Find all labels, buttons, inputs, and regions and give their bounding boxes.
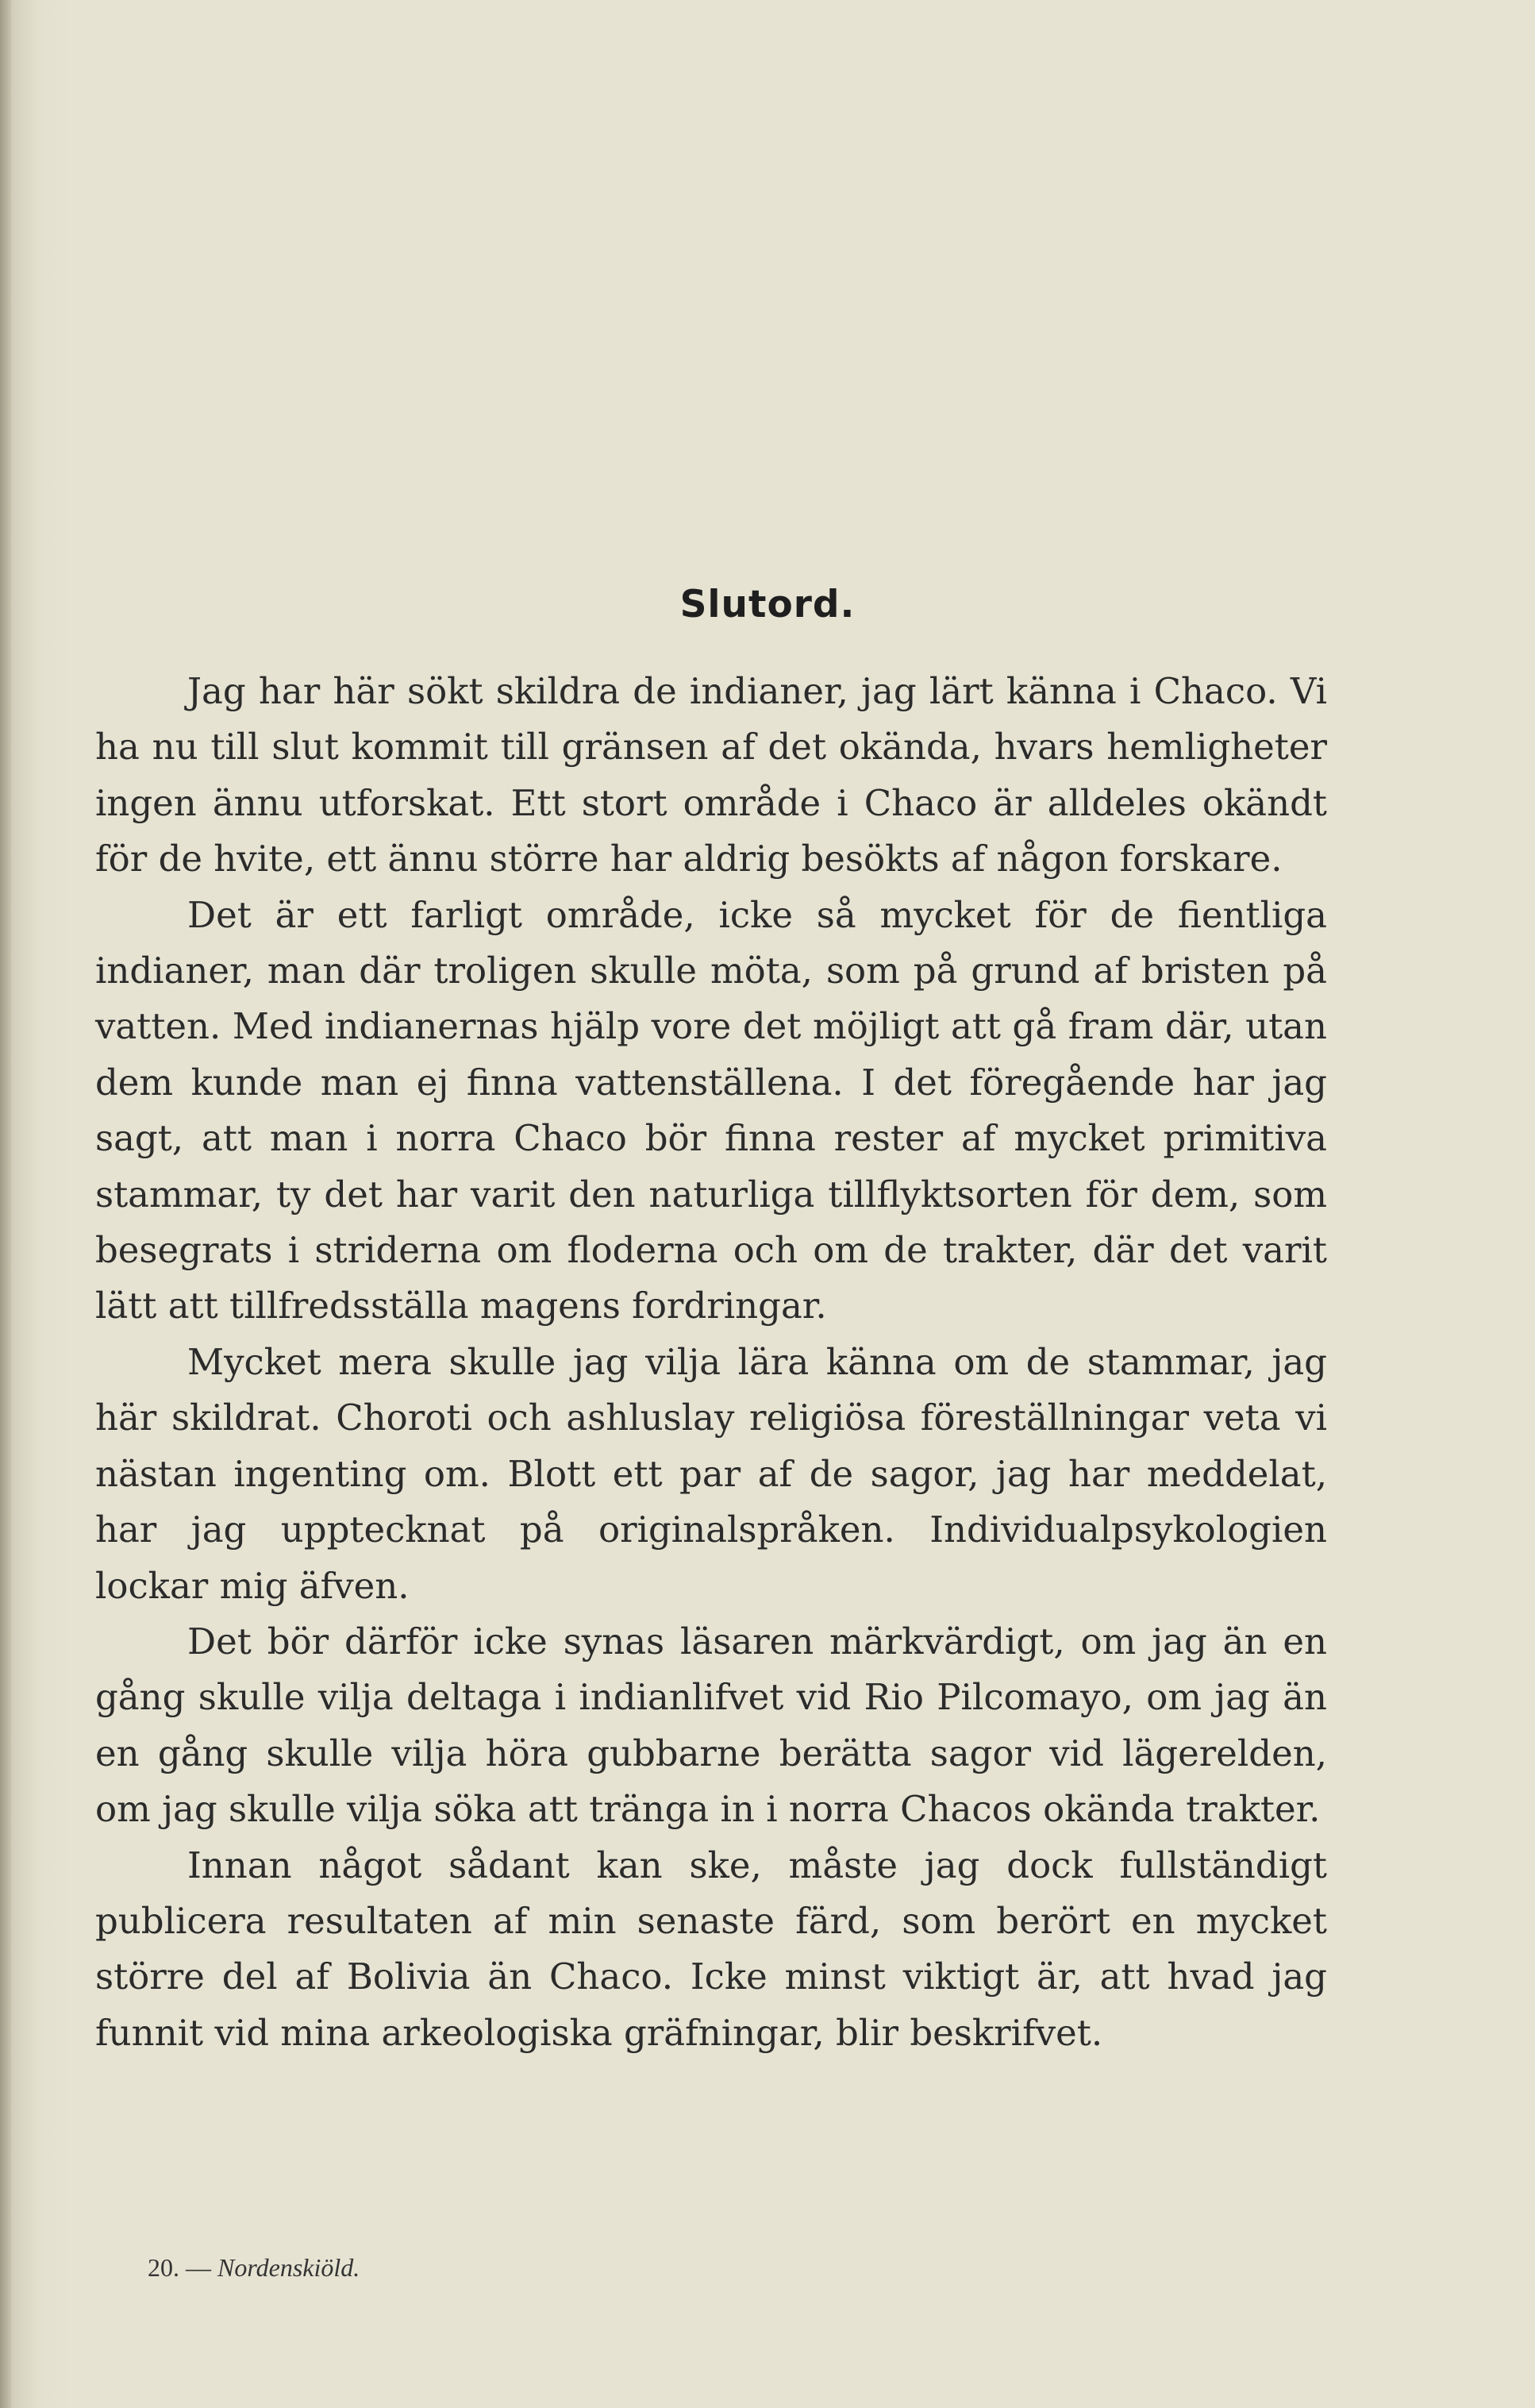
signature-separator: — <box>179 2253 217 2282</box>
paragraph: Det bör därför icke synas läsaren märkvärdigt, om jag än en gång skulle vilja deltaga i indianlifvet vid Rio Pilcomayo, om jag än en gång skulle vilja höra gubbarne berätta sagor vid lägerelden, om jag skulle vilja söka att tränga in i norra Chacos okända trakter. <box>95 1620 1327 1831</box>
paragraph: Innan något sådant kan ske, måste jag dock fullständigt publicera resultaten af min senaste färd, som berört en mycket större del af Bolivia än Chaco. Icke minst viktigt är, att hvad jag funnit vid mina arkeologiska gräfningar, blir beskrifvet. <box>95 1844 1327 2054</box>
paragraph: Mycket mera skulle jag vilja lära känna om de stammar, jag här skildrat. Choroti och ashluslay religiösa föreställningar veta vi nästan ingenting om. Blott ett par af de sagor, jag har meddelat, har jag upptecknat på originalspråken. Individualpsykologien lockar mig äfven. <box>95 1340 1327 1607</box>
signature-author: Nordenskiöld. <box>217 2253 360 2282</box>
binding-shadow <box>0 0 11 2408</box>
signature-footer <box>148 2253 360 2283</box>
body-text <box>95 664 1327 2061</box>
paragraph: Jag har här sökt skildra de indianer, jag lärt känna i Chaco. Vi ha nu till slut kommit till gränsen af det okända, hvars hemligheter ingen ännu utforskat. Ett stort område i Chaco är alldeles okändt för de hvite, ett ännu större har aldrig besökts af någon forskare. <box>95 670 1327 880</box>
paragraph: Det är ett farligt område, icke så mycket för de fientliga indianer, man där troligen skulle möta, som på grund af bristen på vatten. Med indianernas hjälp vore det möjligt att gå fram där, utan dem kunde man ej finna vattenställena. I det föregående har jag sagt, att man i norra Chaco bör finna rester af mycket primitiva stammar, ty det har varit den naturliga tillflyktsorten för dem, som besegrats i striderna om floderna och om de trakter, där det varit lätt att tillfredsställa magens fordringar. <box>95 893 1327 1327</box>
signature-number: 20. <box>148 2253 179 2282</box>
page-title: Slutord. <box>679 583 856 626</box>
